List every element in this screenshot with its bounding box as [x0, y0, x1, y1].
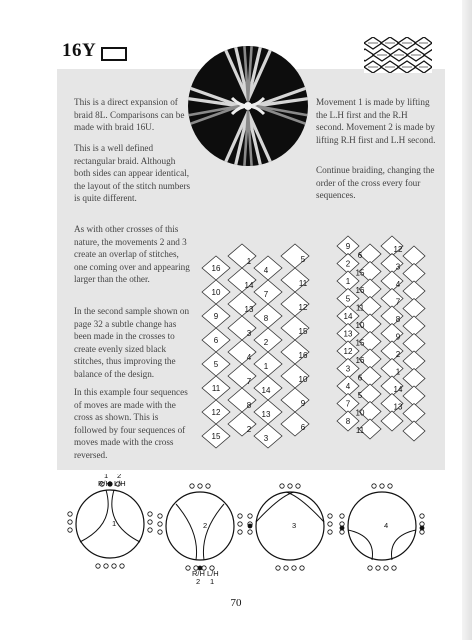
- stitch-number: 10: [298, 375, 308, 384]
- bottom-hand-left: L/H: [207, 569, 219, 578]
- bobbin-slot: [158, 530, 162, 534]
- bobbin-slot: [392, 566, 396, 570]
- bobbin-slot: [186, 566, 190, 570]
- braiding-disc-photo: [188, 46, 308, 166]
- bobbin-slot: [372, 484, 376, 488]
- bobbin-slot: [248, 514, 252, 518]
- bobbin-slot: [376, 566, 380, 570]
- stitch-diamond: [228, 364, 256, 388]
- stitch-number: 16: [355, 356, 365, 365]
- stitch-number: 11: [298, 279, 308, 288]
- stitch-number: 2: [246, 425, 252, 434]
- bobbin-slot: [238, 522, 242, 526]
- bobbin-slot: [104, 564, 108, 568]
- sequence-paragraph: In this example four sequences of moves are made with the cross as shown. This is followed by four sequences of moves made with the cross reversed.: [74, 387, 188, 460]
- sample-paragraph: In the second sample shown on page 32 a subtle change has been made in the crosses to create evenly sized black stitches, thus improving the balance of the design.: [74, 306, 190, 379]
- bobbin-slot: [420, 522, 424, 526]
- stitch-number: 15: [298, 327, 308, 336]
- cross-circle: [348, 492, 416, 560]
- stitch-number: 7: [395, 297, 401, 307]
- stitch-number: 14: [343, 312, 353, 321]
- top-hand-right: R/H: [98, 479, 111, 488]
- bobbin-slot: [284, 566, 288, 570]
- active-bobbin: [420, 526, 425, 531]
- bobbin-slot: [158, 514, 162, 518]
- stitch-number: 8: [345, 417, 351, 426]
- bobbin-slot: [206, 484, 210, 488]
- stitch-number: 1: [246, 257, 252, 266]
- stitch-diamond: [403, 421, 425, 441]
- bobbin-slot: [384, 566, 388, 570]
- bobbin-slot: [68, 528, 72, 532]
- stitch-diagram: [198, 228, 430, 460]
- shape-paragraph: This is a well defined rectangular braid. Although both sides can appear identical, the layout of the stitch numbers is quite different.: [74, 143, 191, 204]
- bobbin-slot: [158, 522, 162, 526]
- cross-circle: [166, 492, 234, 560]
- top-number-1: 1: [104, 474, 109, 480]
- bobbin-slot: [96, 564, 100, 568]
- active-bobbin: [340, 526, 345, 531]
- stitch-number: 12: [393, 245, 403, 254]
- movement-number-4: 4: [384, 521, 389, 530]
- bobbin-slot: [328, 530, 332, 534]
- bobbin-slot: [420, 530, 424, 534]
- stitch-diamond: [381, 411, 403, 431]
- stitch-number: 14: [244, 281, 254, 290]
- bobbin-slot: [388, 484, 392, 488]
- stitch-number: 5: [345, 294, 351, 304]
- stitch-diamond: [228, 316, 256, 340]
- stitch-number: 1: [263, 362, 269, 371]
- stitch-diamond: [228, 388, 256, 412]
- stitch-number: 3: [395, 262, 401, 272]
- stitch-number: 7: [246, 377, 252, 386]
- top-hand-left: L/H: [114, 479, 126, 488]
- stitch-number: 13: [343, 329, 353, 339]
- stitch-diamond: [228, 412, 256, 436]
- bobbin-slot: [340, 530, 344, 534]
- bobbin-slot: [280, 484, 284, 488]
- bobbin-slot: [68, 512, 72, 516]
- stitch-number: 3: [246, 329, 252, 338]
- stitch-diamond: [228, 244, 256, 268]
- bobbin-slot: [148, 512, 152, 516]
- stitch-number: 16: [298, 351, 308, 360]
- stitch-number: 12: [211, 408, 221, 417]
- braid-sample-icon: [364, 37, 432, 73]
- stitch-number: 2: [395, 350, 401, 359]
- stitch-number: 15: [355, 338, 365, 348]
- stitch-number: 9: [345, 242, 351, 251]
- stitch-number: 2: [345, 259, 351, 269]
- bobbin-slot: [420, 514, 424, 518]
- stitch-number: 9: [213, 312, 219, 321]
- stitch-number: 6: [357, 251, 363, 260]
- movement-number-3: 3: [292, 521, 297, 530]
- bottom-number-1: 1: [210, 577, 215, 586]
- stitch-number: 10: [211, 288, 221, 297]
- stitch-number: 16: [211, 264, 221, 273]
- stitch-number: 13: [393, 402, 403, 412]
- stitch-number: 10: [355, 321, 365, 330]
- stitch-number: 14: [393, 385, 403, 394]
- stitch-number: 7: [345, 399, 351, 409]
- stitch-number: 8: [263, 314, 269, 323]
- page-number: 70: [230, 597, 242, 609]
- stitch-number: 1: [395, 367, 401, 377]
- bobbin-slot: [380, 484, 384, 488]
- stitch-number: 2: [263, 338, 269, 347]
- stitch-number: 11: [355, 426, 365, 435]
- stitch-diamond: [228, 340, 256, 364]
- stitch-number: 9: [300, 399, 306, 408]
- stitch-number: 5: [213, 360, 219, 369]
- bobbin-slot: [190, 484, 194, 488]
- stitch-number: 11: [211, 384, 221, 393]
- stitch-number: 6: [300, 423, 306, 432]
- stitch-number: 4: [246, 353, 252, 362]
- cross-circle: [76, 490, 144, 558]
- stitch-number: 12: [298, 303, 308, 312]
- stitch-number: 15: [211, 432, 221, 441]
- overlap-paragraph: As with other crosses of this nature, the movements 2 and 3 create an overlap of stitches, one coming over and appearing larger than the other.: [74, 224, 190, 285]
- stitch-number: 13: [261, 410, 271, 419]
- bottom-number-2: 2: [196, 577, 201, 586]
- stitch-number: 12: [343, 347, 353, 356]
- cross-movement-diagrams: [62, 474, 442, 586]
- stitch-number: 11: [355, 303, 365, 313]
- bobbin-slot: [148, 528, 152, 532]
- stitch-number: 5: [300, 255, 306, 264]
- bobbin-slot: [340, 514, 344, 518]
- intro-paragraph: This is a direct expansion of braid 8L. Comparisons can be made with braid 16U.: [74, 97, 185, 133]
- continue-paragraph: Continue braiding, changing the order of the cross every four sequences.: [316, 165, 435, 201]
- bobbin-slot: [248, 530, 252, 534]
- bobbin-slot: [300, 566, 304, 570]
- stitch-number: 8: [395, 315, 401, 324]
- bobbin-slot: [238, 514, 242, 518]
- stitch-number: 1: [345, 277, 351, 286]
- stitch-number: 6: [357, 373, 363, 383]
- stitch-number: 10: [355, 408, 365, 418]
- bobbin-slot: [292, 566, 296, 570]
- bobbin-slot: [276, 566, 280, 570]
- stitch-number: 14: [261, 386, 271, 395]
- movement-paragraph: Movement 1 is made by lifting the L.H first and the R.H second. Movement 2 is made by lifting R.H first and L.H second.: [316, 97, 436, 145]
- bobbin-slot: [328, 514, 332, 518]
- stitch-number: 16: [355, 286, 365, 295]
- bobbin-slot: [120, 564, 124, 568]
- bobbin-slot: [238, 530, 242, 534]
- stitch-number: 9: [395, 332, 401, 342]
- stitch-number: 3: [345, 364, 351, 374]
- cross-circle: [256, 492, 324, 560]
- bobbin-slot: [296, 484, 300, 488]
- page-edge-shadow: [462, 0, 472, 640]
- stitch-number: 13: [244, 305, 254, 314]
- pattern-code: 16Y: [62, 40, 97, 61]
- bobbin-slot: [288, 484, 292, 488]
- movement-number-2: 2: [203, 521, 208, 530]
- movement-number-1: 1: [112, 519, 117, 528]
- bobbin-slot: [198, 484, 202, 488]
- stitch-number: 4: [263, 266, 269, 275]
- stitch-number: 4: [345, 382, 351, 391]
- bobbin-slot: [340, 522, 344, 526]
- stitch-number: 8: [246, 401, 252, 410]
- bobbin-slot: [368, 566, 372, 570]
- stitch-number: 6: [213, 336, 219, 345]
- bobbin-slot: [328, 522, 332, 526]
- stitch-number: 15: [355, 268, 365, 278]
- rectangular-braid-icon: [101, 47, 127, 61]
- bobbin-slot: [148, 520, 152, 524]
- bobbin-slot: [112, 564, 116, 568]
- bobbin-slot: [68, 520, 72, 524]
- bottom-hand-right: R/H: [192, 569, 205, 578]
- stitch-number: 7: [263, 290, 269, 299]
- stitch-number: 4: [395, 280, 401, 289]
- stitch-number: 5: [357, 391, 363, 400]
- active-bobbin: [248, 524, 253, 529]
- stitch-number: 3: [263, 434, 269, 443]
- top-number-2: 2: [117, 474, 122, 480]
